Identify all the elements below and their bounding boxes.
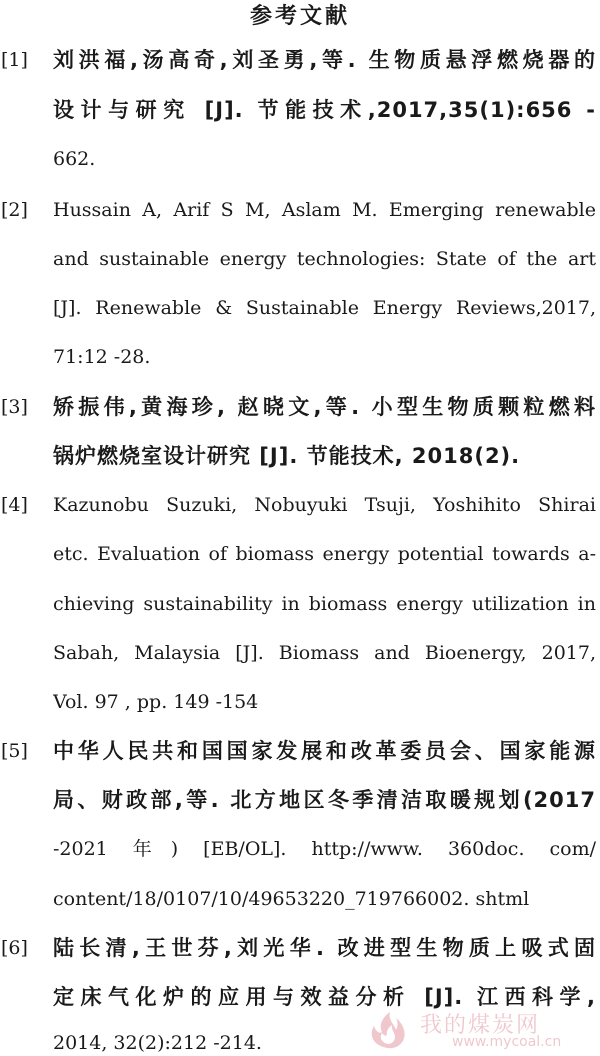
reference-line: 定床气化炉的应用与效益分析 [J]. 江西科学, bbox=[53, 985, 596, 1009]
watermark bbox=[360, 1008, 596, 1052]
reference-number: [1] bbox=[1, 49, 28, 71]
reference-number: [6] bbox=[1, 937, 28, 959]
reference-line: 中华人民共和国国家发展和改革委员会、国家能源 bbox=[53, 739, 596, 763]
reference-line: 局、财政部,等. 北方地区冬季清洁取暖规划(2017 bbox=[53, 788, 596, 812]
reference-line: chieving sustainability in biomass energy utilization in bbox=[53, 593, 596, 615]
reference-line: 锅炉燃烧室设计研究 [J]. 节能技术, 2018(2). bbox=[53, 444, 521, 468]
reference-line: 71:12 -28. bbox=[53, 346, 151, 368]
reference-line: 2014, 32(2):212 -214. bbox=[53, 1032, 262, 1054]
reference-line: Kazunobu Suzuki, Nobuyuki Tsuji, Yoshihito Shirai bbox=[53, 494, 596, 516]
reference-number: [5] bbox=[1, 740, 28, 762]
reference-line: Hussain A, Arif S M, Aslam M. Emerging renewable bbox=[53, 199, 596, 221]
reference-number: [3] bbox=[1, 396, 28, 418]
reference-line: etc. Evaluation of biomass energy potential towards a- bbox=[53, 543, 596, 565]
references-heading: 参考文献 bbox=[249, 4, 350, 29]
reference-line: 陆长清,王世芬,刘光华. 改进型生物质上吸式固 bbox=[53, 936, 596, 960]
watermark-text: 我的煤炭网 bbox=[420, 1013, 541, 1038]
reference-line: -2021 年) [EB/OL]. http://www. 360doc. com/ bbox=[53, 838, 596, 860]
reference-line: Sabah, Malaysia [J]. Biomass and Bioenergy, 2017, bbox=[53, 642, 596, 664]
reference-line: 矫振伟,黄海珍, 赵晓文,等. 小型生物质颗粒燃料 bbox=[53, 395, 596, 419]
reference-line: [J]. Renewable & Sustainable Energy Reviews,2017, bbox=[53, 297, 596, 319]
reference-line: and sustainable energy technologies: State of the art bbox=[53, 248, 596, 270]
reference-line: 刘洪福,汤高奇,刘圣勇,等. 生物质悬浮燃烧器的 bbox=[53, 48, 596, 72]
reference-line: content/18/0107/10/49653220_719766002. shtml bbox=[53, 888, 530, 910]
reference-number: [4] bbox=[1, 494, 28, 516]
watermark-url: www.mycoal.cn bbox=[452, 1034, 562, 1050]
reference-number: [2] bbox=[1, 199, 28, 221]
flame-logo-icon bbox=[360, 1010, 416, 1050]
reference-line: Vol. 97 , pp. 149 -154 bbox=[53, 691, 259, 713]
reference-line: 设计与研究 [J]. 节能技术,2017,35(1):656 - bbox=[53, 98, 596, 122]
reference-line: 662. bbox=[53, 148, 96, 170]
